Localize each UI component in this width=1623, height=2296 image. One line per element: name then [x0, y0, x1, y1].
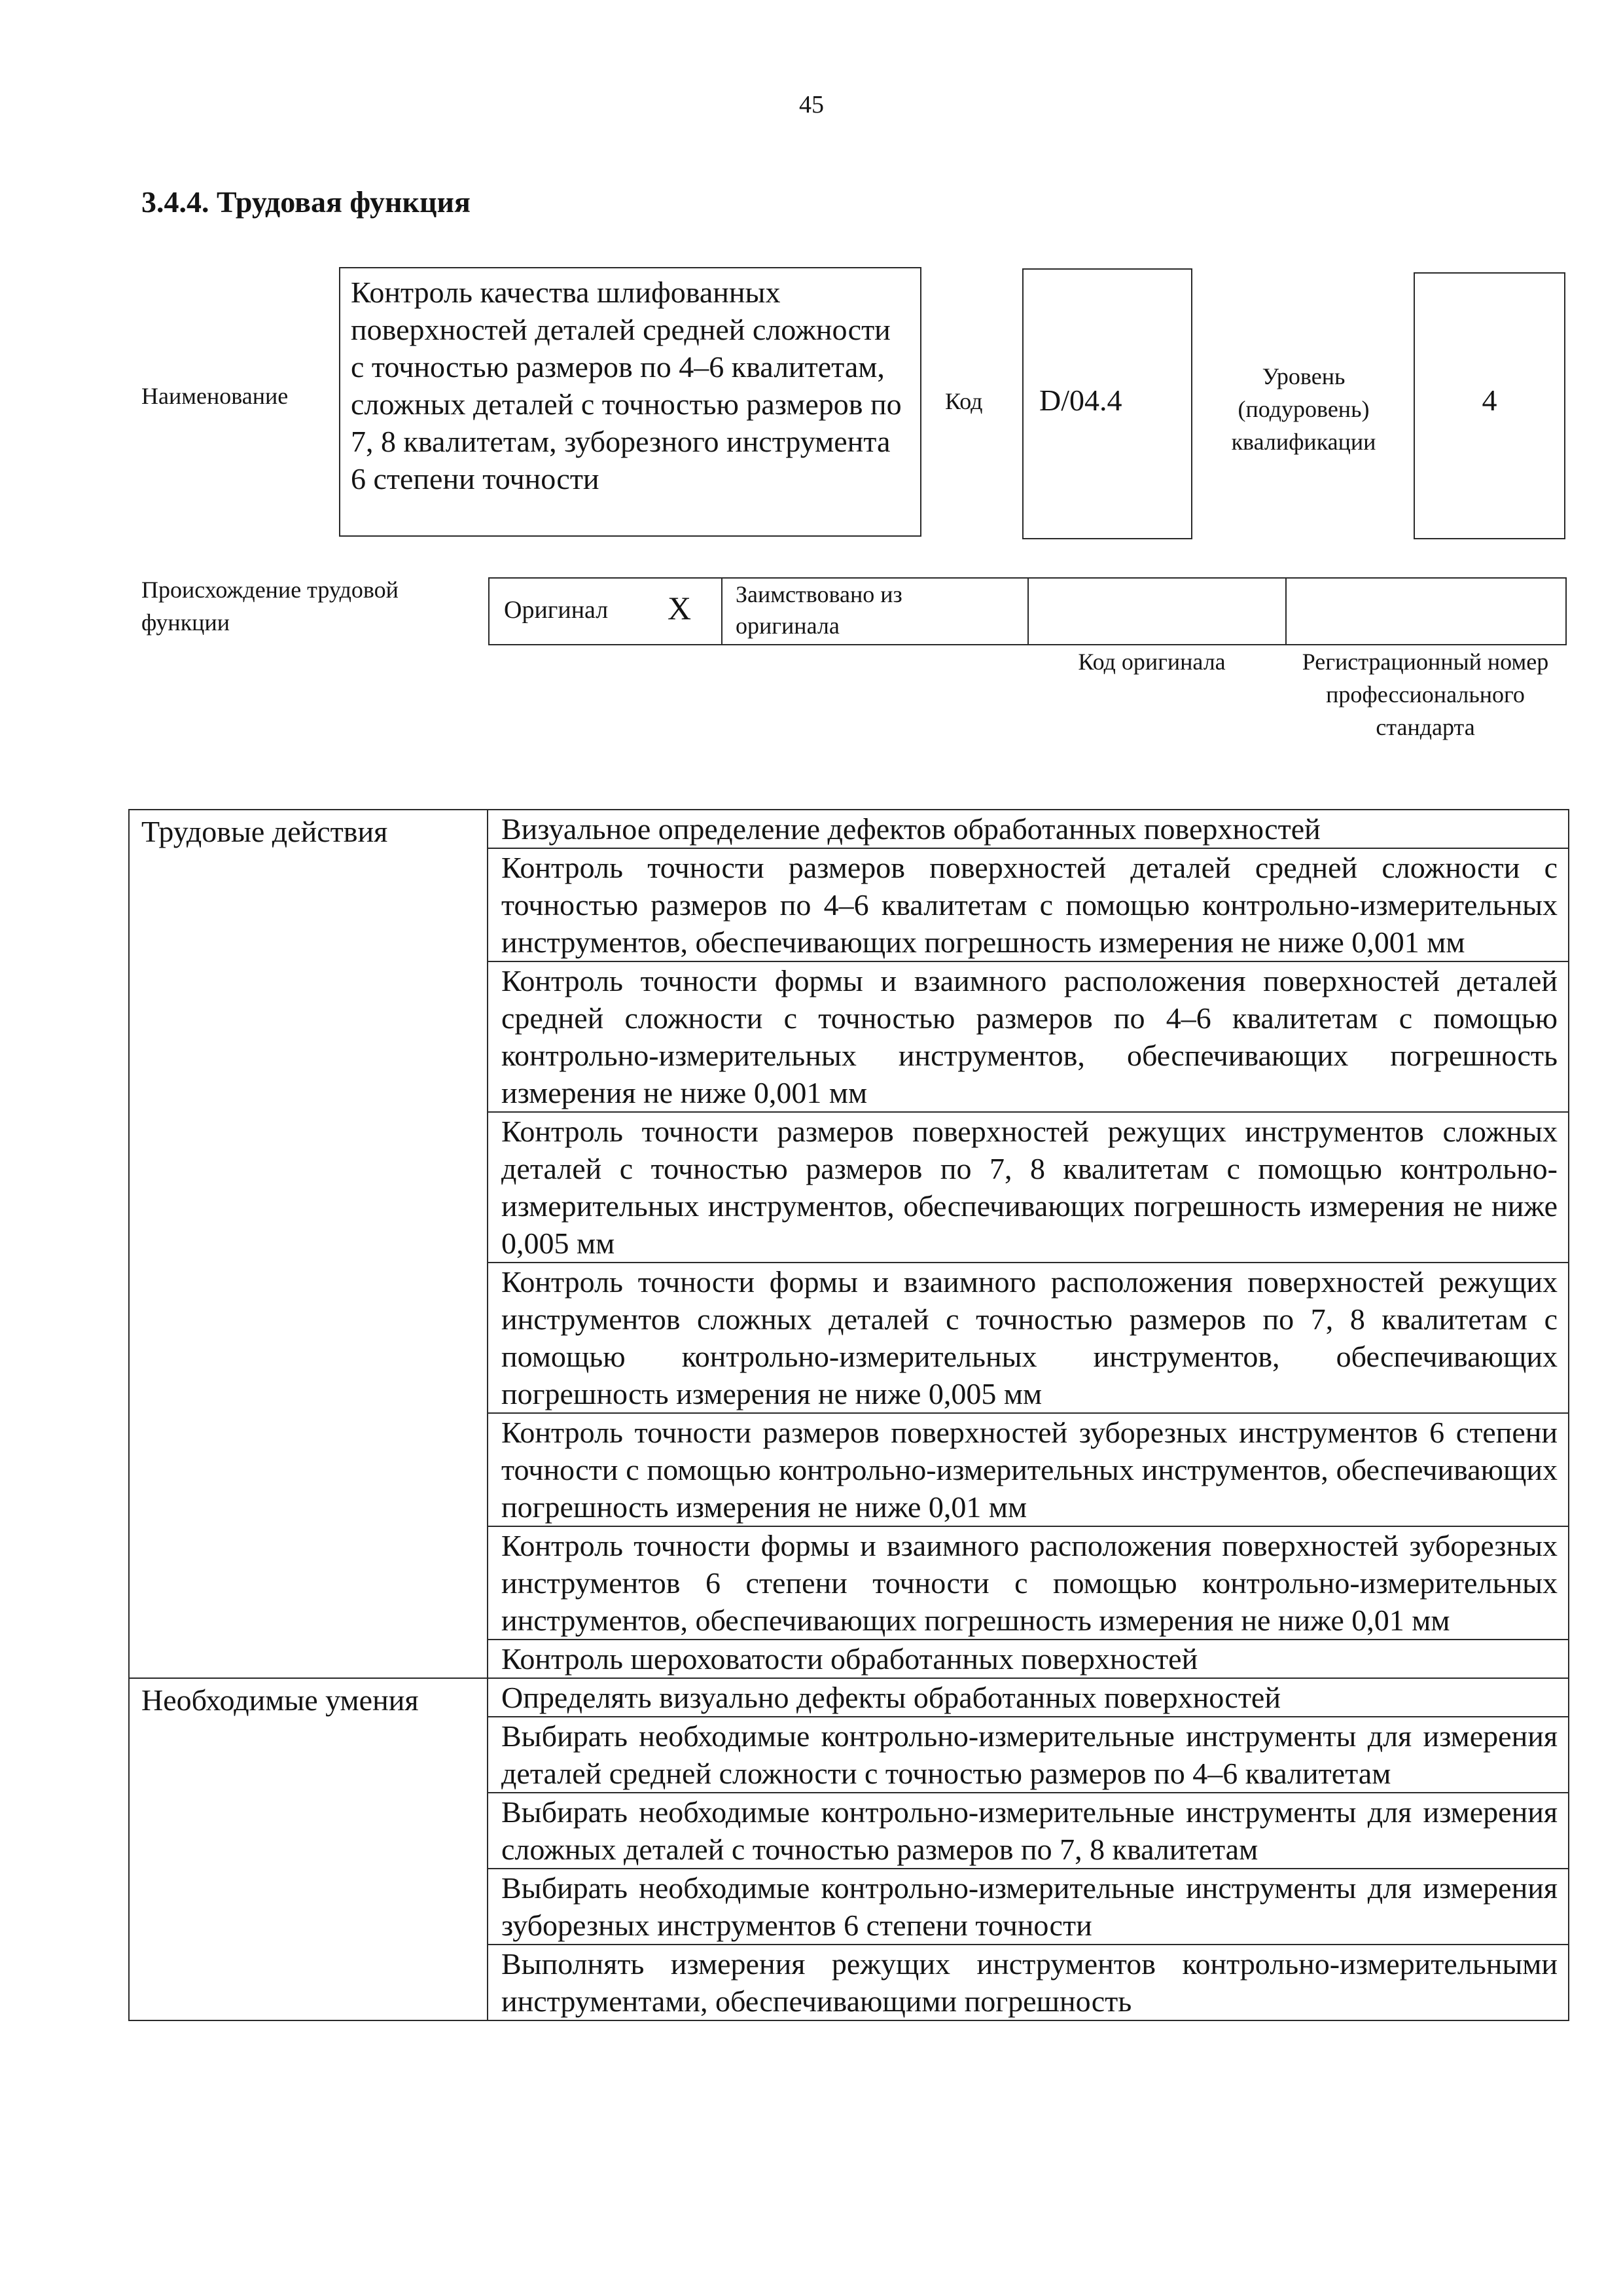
code-value: D/04.4: [1039, 384, 1122, 417]
table-cell-item: Контроль точности формы и взаимного расположения поверхностей зуборезных инструментов 6 степени точности с помощью контрольно-измерительных инструментов, обеспечивающих погрешность измерения не ниже 0,01 мм: [488, 1526, 1569, 1640]
table-cell-item: Контроль точности размеров поверхностей деталей средней сложности с точностью размеров по 4–6 квалитетам с помощью контрольно-измерительных инструментов, обеспечивающих погрешность измерения не ниже 0,001 мм: [488, 848, 1569, 961]
table-cell-item: Выбирать необходимые контрольно-измерительные инструменты для измерения сложных деталей с точностью размеров по 7, 8 квалитетам: [488, 1793, 1569, 1869]
original-mark: X: [668, 590, 692, 626]
table-cell-item: Выбирать необходимые контрольно-измерительные инструменты для измерения зуборезных инструментов 6 степени точности: [488, 1869, 1569, 1945]
labor-function-table: [128, 809, 1569, 2021]
table-cell-item: Контроль точности формы и взаимного расположения поверхностей деталей средней сложности с точностью размеров по 4–6 квалитетам с помощью контрольно-измерительных инструментов, обеспечивающих погрешность измерения не ниже 0,001 мм: [488, 961, 1569, 1112]
table-cell-item: Контроль точности размеров поверхностей зуборезных инструментов 6 степени точности с помощью контрольно-измерительных инструментов, обеспечивающих погрешность измерения не ниже 0,01 мм: [488, 1413, 1569, 1526]
code-label: Код: [945, 388, 983, 414]
table-cell-item: Контроль шероховатости обработанных поверхностей: [488, 1640, 1569, 1678]
level-value: 4: [1482, 384, 1497, 417]
table-cell-item: Контроль точности размеров поверхностей режущих инструментов сложных деталей с точностью размеров по 7, 8 квалитетам с помощью контрольно-измерительных инструментов, обеспечивающих погрешность измерения не ниже 0,005 мм: [488, 1112, 1569, 1263]
origin-divider: [721, 579, 722, 644]
function-name: Контроль качества шлифованных поверхностей деталей средней сложности с точностью размеров по 4–6 квалитетам, сложных деталей с точностью размеров по 7, 8 квалитетам, зуборезного инструмента 6 степени точности: [351, 276, 902, 495]
table-row: [129, 1678, 1569, 1717]
name-label: Наименование: [141, 383, 289, 409]
origin-label: Происхождение трудовой функции: [141, 577, 399, 636]
original-code-caption: Код оригинала: [1078, 649, 1226, 675]
level-label: Уровень (подуровень) квалификации: [1231, 363, 1376, 455]
origin-divider: [1285, 579, 1287, 644]
original-label: Оригинал: [504, 596, 609, 624]
section-title-cell: Трудовые действия: [129, 810, 488, 1678]
table-cell-item: Контроль точности формы и взаимного расположения поверхностей режущих инструментов сложных деталей с точностью размеров по 7, 8 квалитетам с помощью контрольно-измерительных инструментов, обеспечивающих погрешность измерения не ниже 0,005 мм: [488, 1263, 1569, 1413]
table-cell-item: Визуальное определение дефектов обработанных поверхностей: [488, 810, 1569, 848]
page-number: 45: [799, 91, 824, 118]
borrowed-label: Заимствовано из оригинала: [736, 581, 902, 639]
section-title-cell: Необходимые умения: [129, 1678, 488, 2020]
table-cell-item: Выполнять измерения режущих инструментов контрольно-измерительными инструментами, обеспечивающими погрешность: [488, 1945, 1569, 2020]
reg-number-caption: Регистрационный номер профессионального стандарта: [1302, 649, 1549, 740]
table-cell-item: Выбирать необходимые контрольно-измерительные инструменты для измерения деталей средней сложности с точностью размеров по 4–6 квалитетам: [488, 1717, 1569, 1793]
origin-table: [488, 577, 1567, 645]
section-title: 3.4.4. Трудовая функция: [141, 185, 471, 219]
table-cell-item: Определять визуально дефекты обработанных поверхностей: [488, 1678, 1569, 1717]
origin-divider: [1027, 579, 1029, 644]
table-row: [129, 810, 1569, 848]
function-name-box: [339, 267, 921, 537]
